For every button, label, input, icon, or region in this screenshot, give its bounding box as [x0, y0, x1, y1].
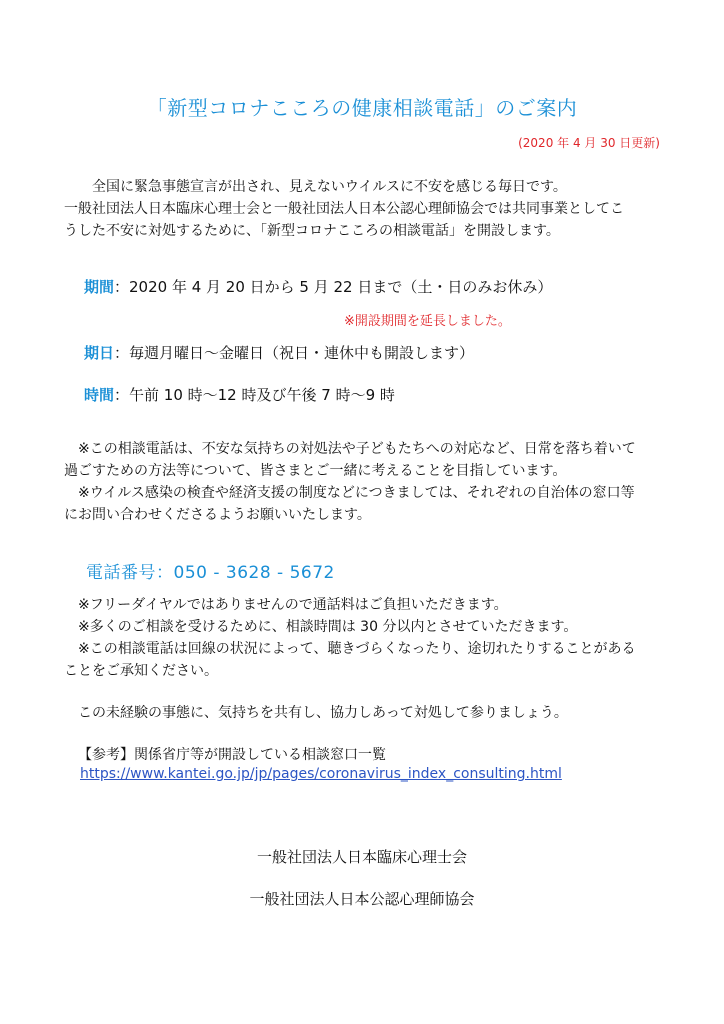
- note2-line-4: ことをご承知ください。: [64, 663, 218, 679]
- extension-note: ※開設期間を延長しました。: [344, 314, 511, 329]
- hours-line: [84, 384, 395, 405]
- org-name-2: 一般社団法人日本公認心理師協会: [249, 890, 475, 908]
- period-value: ：2020 年 4 月 20 日から 5 月 22 日まで（土・日のみお休み）: [114, 278, 553, 296]
- note2-line-3: ※この相談電話は回線の状況によって、聴きづらくなったり、途切れたりすることがある: [78, 641, 636, 657]
- note2-line-2: ※多くのご相談を受けるために、相談時間は 30 分以内とさせていただきます。: [78, 619, 578, 635]
- period-label: 期間: [84, 278, 115, 296]
- intro-line-1: 全国に緊急事態宣言が出され、見えないウイルスに不安を感じる毎日です。: [92, 179, 567, 195]
- notes-paragraph-1: [64, 438, 664, 526]
- note2-line-1: ※フリーダイヤルではありませんので通話料はご負担いただきます。: [78, 597, 508, 613]
- reference-label: 【参考】関係省庁等が開設している相談窓口一覧: [78, 747, 386, 763]
- hours-label: 時間: [84, 386, 115, 404]
- intro-line-3: うした不安に対処するために、「新型コロナこころの相談電話」を開設します。: [64, 223, 560, 239]
- note1-line-3: ※ウイルス感染の検査や経済支援の制度などにつきましては、それぞれの自治体の窓口等: [78, 485, 635, 501]
- phone-number: 電話番号：050 - 3628 - 5672: [86, 563, 335, 583]
- days-value: ：毎週月曜日～金曜日（祝日・連休中も開設します）: [114, 344, 475, 362]
- notes-paragraph-2: [64, 594, 664, 682]
- org-name-1: 一般社団法人日本臨床心理士会: [256, 848, 467, 866]
- days-label: 期日: [84, 344, 115, 362]
- reference-link[interactable]: https://www.kantei.go.jp/jp/pages/coronavirus_index_consulting.html: [80, 766, 562, 782]
- hours-value: ：午前 10 時～12 時及び午後 7 時～9 時: [114, 386, 395, 404]
- page-title: 「新型コロナこころの健康相談電話」のご案内: [146, 96, 578, 120]
- period-line: [84, 276, 552, 297]
- updated-date: (2020 年 4 月 30 日更新): [518, 136, 660, 150]
- intro-paragraph: [64, 176, 664, 242]
- note1-line-4: にお問い合わせくださるようお願いいたします。: [64, 507, 371, 523]
- closing-text: この未経験の事態に、気持ちを共有し、協力しあって対処して参りましょう。: [78, 705, 568, 721]
- intro-line-2: 一般社団法人日本臨床心理士会と一般社団法人日本公認心理師協会では共同事業としてこ: [64, 201, 624, 217]
- note1-line-2: 過ごすための方法等について、皆さまとご一緒に考えることを目指しています。: [64, 463, 567, 479]
- days-line: [84, 342, 474, 363]
- note1-line-1: ※この相談電話は、不安な気持ちの対処法や子どもたちへの対応など、日常を落ち着いて: [78, 441, 636, 457]
